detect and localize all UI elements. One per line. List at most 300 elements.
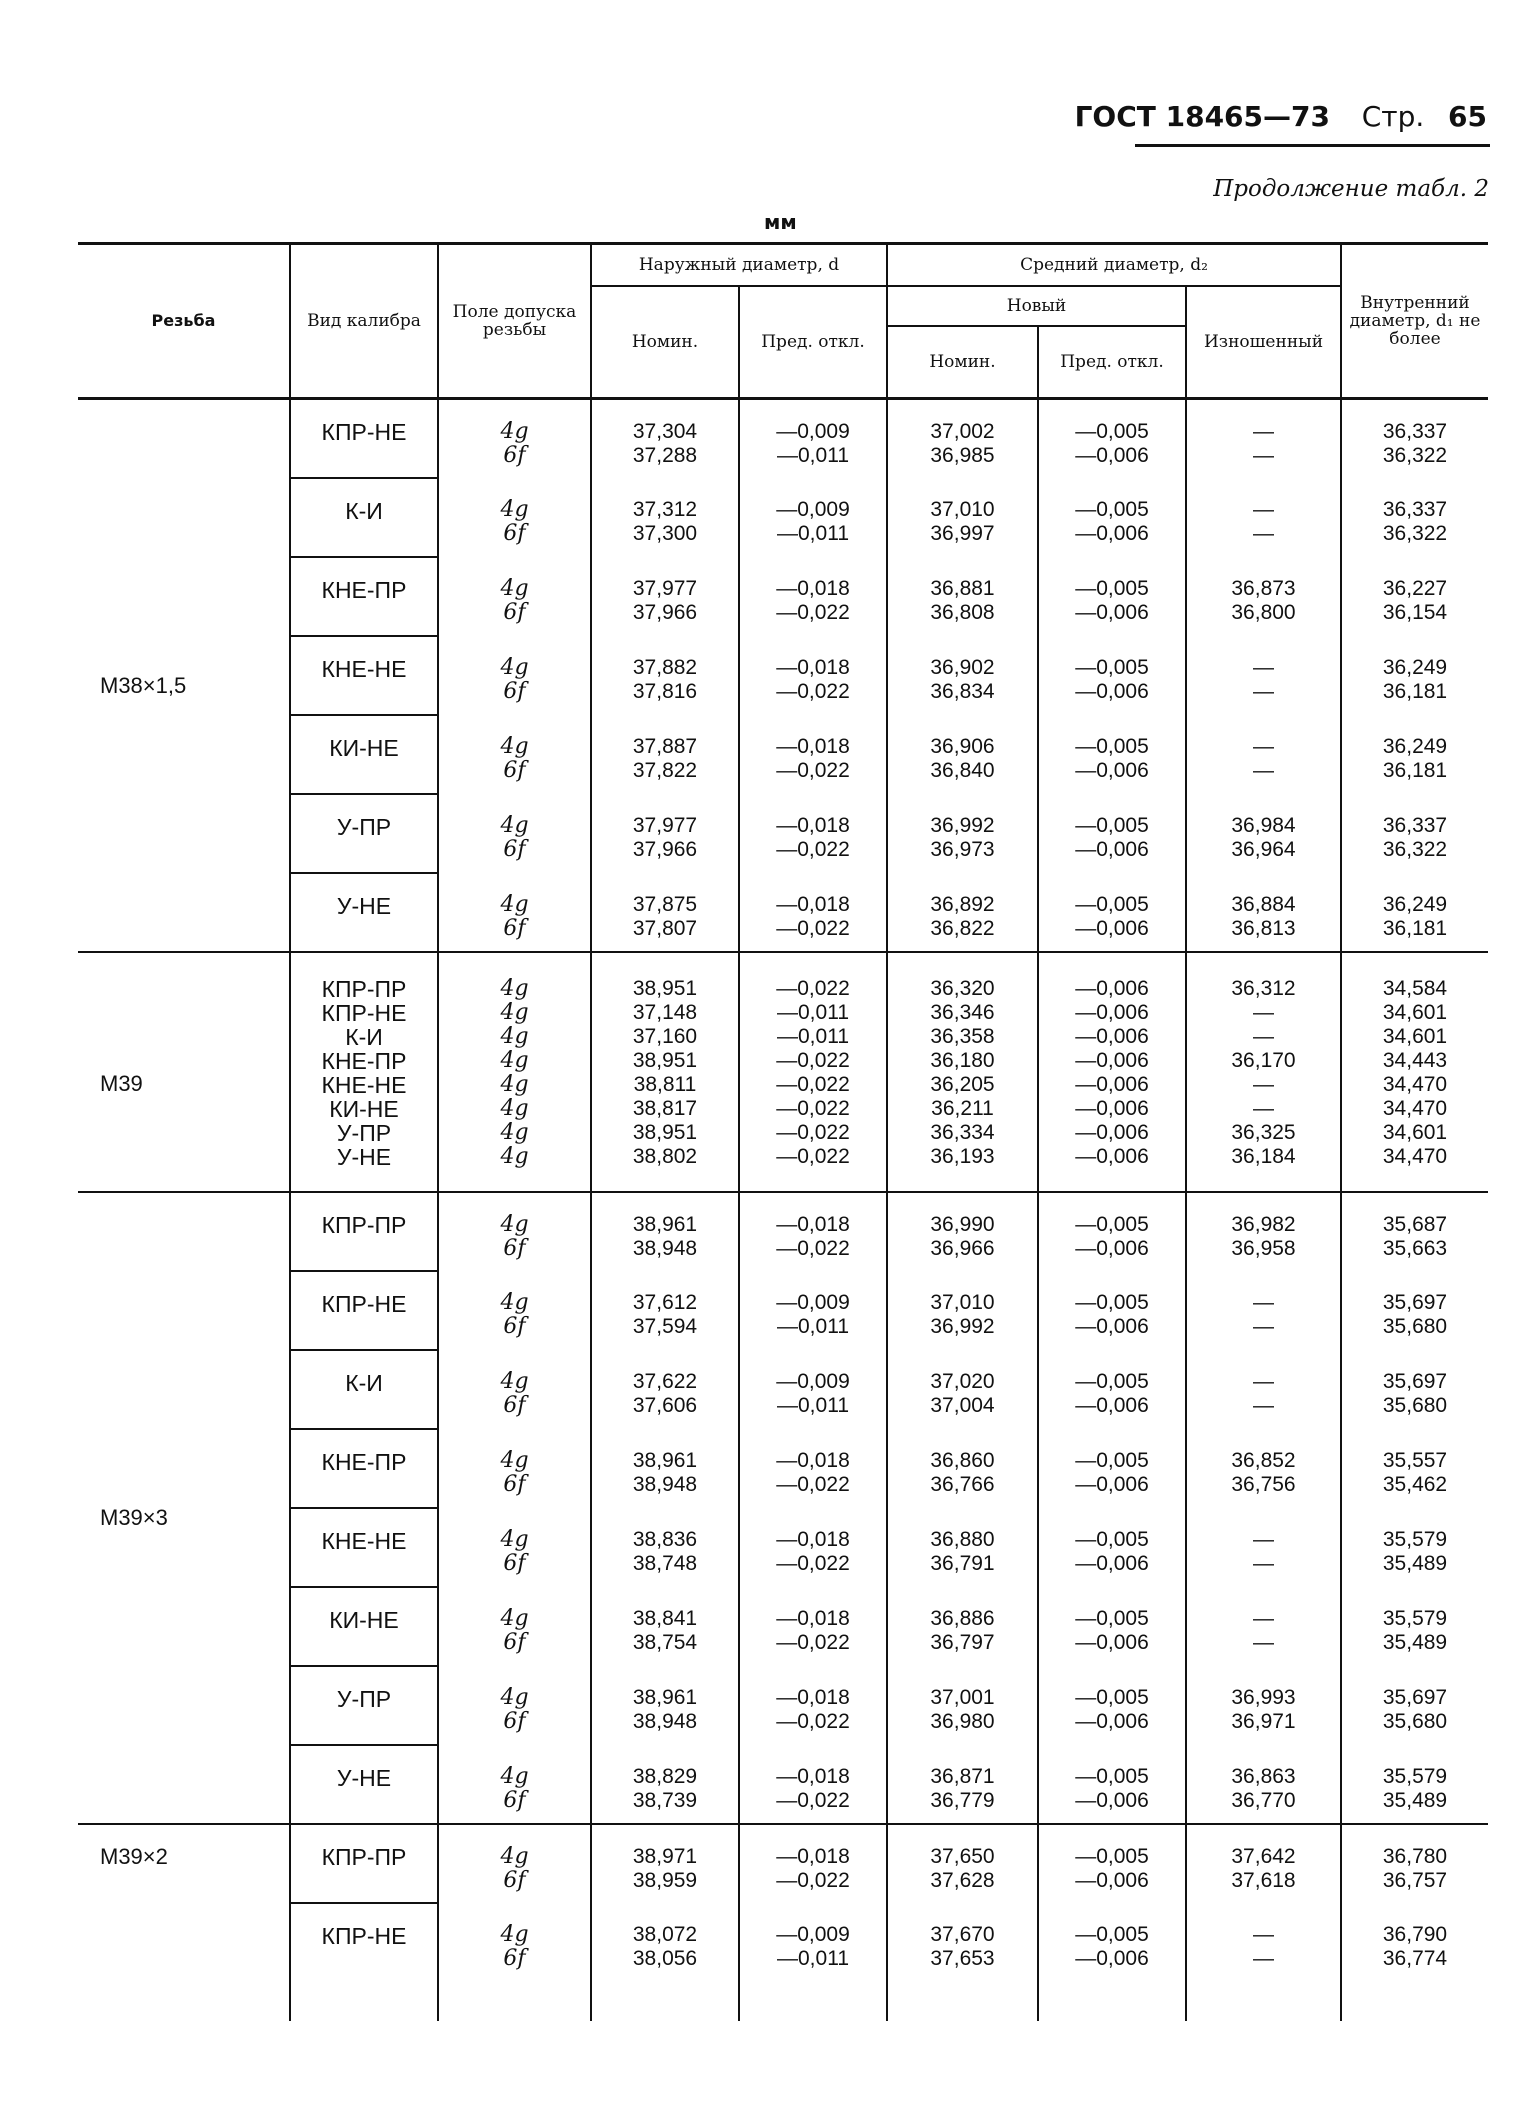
outer-nominal-cell: 38,951 (591, 1049, 739, 1073)
inner-diameter-value: 35,697 (1382, 1370, 1448, 1393)
table-row (78, 794, 1488, 873)
pitch-deviation-cell (1038, 1192, 1186, 1271)
pitch-deviation-value: —0,005 (1075, 1449, 1149, 1472)
tolerance-cell: 4g (438, 1121, 591, 1145)
inner-diameter-cell (1341, 715, 1488, 794)
tolerance-value: 6f (503, 1630, 526, 1655)
worn-value: — (1253, 1394, 1274, 1417)
inner-diameter-cell (1341, 1429, 1488, 1508)
pitch-deviation-value: —0,005 (1075, 1291, 1149, 1314)
outer-deviation-value: —0,011 (777, 1947, 849, 1970)
outer-deviation-cell (739, 557, 887, 636)
pitch-deviation-value: —0,006 (1075, 1394, 1149, 1417)
outer-nominal-cell (591, 1508, 739, 1587)
inner-diameter-cell: 34,470 (1341, 1145, 1488, 1192)
tolerance-value: 4g (500, 1922, 529, 1947)
tolerance-value: 4g (500, 1369, 529, 1394)
gauge-type-cell: К-И (290, 478, 438, 557)
table-row (78, 1903, 1488, 1981)
tolerance-cell (438, 1903, 591, 1981)
worn-value: — (1253, 522, 1274, 545)
outer-nominal-value: 38,959 (632, 1869, 698, 1892)
tolerance-cell (438, 1271, 591, 1350)
table-row (78, 1666, 1488, 1745)
outer-nominal-cell (591, 1903, 739, 1981)
pitch-nominal-value: 36,992 (930, 1315, 995, 1338)
tolerance-value: 4g (500, 1844, 529, 1869)
gauge-type-cell: КПР-НЕ (290, 1903, 438, 1981)
thread-designation: M39 (78, 952, 290, 1192)
table-row (78, 1271, 1488, 1350)
inner-diameter-value: 36,249 (1382, 893, 1448, 916)
tolerance-cell (438, 1350, 591, 1429)
gauge-type-cell: КНЕ-НЕ (290, 636, 438, 715)
inner-diameter-value: 35,687 (1382, 1213, 1448, 1236)
tolerance-value: 6f (503, 1236, 526, 1261)
outer-nominal-value: 37,594 (632, 1315, 698, 1338)
inner-diameter-value: 36,790 (1382, 1923, 1448, 1946)
pitch-deviation-value: —0,005 (1075, 1213, 1149, 1236)
pitch-deviation-value: —0,005 (1075, 1528, 1149, 1551)
empty-cell (78, 1981, 290, 2021)
pitch-deviation-cell: —0,006 (1038, 1145, 1186, 1192)
worn-value: — (1253, 680, 1274, 703)
page-label: Стр. (1361, 100, 1425, 133)
inner-diameter-cell (1341, 873, 1488, 952)
outer-nominal-cell: 37,148 (591, 1001, 739, 1025)
outer-deviation-value: —0,018 (776, 1213, 850, 1236)
page-number: 65 (1448, 100, 1487, 133)
gauge-type-cell: У-ПР (290, 1121, 438, 1145)
outer-deviation-value: —0,018 (776, 656, 850, 679)
outer-nominal-value: 38,948 (632, 1237, 698, 1260)
outer-nominal-value: 37,822 (632, 759, 698, 782)
pitch-nominal-value: 36,779 (930, 1789, 995, 1812)
units-label: мм (764, 210, 797, 234)
pitch-deviation-value: —0,006 (1075, 1237, 1149, 1260)
tolerance-value: 6f (503, 1551, 526, 1576)
outer-nominal-value: 37,807 (632, 917, 698, 940)
outer-deviation-value: —0,009 (776, 1923, 850, 1946)
pitch-deviation-value: —0,006 (1075, 759, 1149, 782)
table-row (78, 399, 1488, 479)
table-bottom-padding (78, 1981, 1488, 2021)
standard-number: ГОСТ 18465—73 (1074, 100, 1330, 133)
inner-diameter-value: 36,757 (1382, 1869, 1448, 1892)
tolerance-value: 4g (500, 1290, 529, 1315)
outer-deviation-value: —0,009 (776, 1291, 850, 1314)
outer-deviation-cell: —0,022 (739, 1049, 887, 1073)
outer-nominal-value: 38,836 (632, 1528, 698, 1551)
table-row (78, 1145, 1488, 1192)
tolerance-value: 4g (500, 576, 529, 601)
tolerance-cell (438, 1745, 591, 1824)
pitch-deviation-value: —0,006 (1075, 522, 1149, 545)
pitch-deviation-cell (1038, 1903, 1186, 1981)
gauge-dimensions-table (78, 242, 1488, 2021)
outer-deviation-cell (739, 715, 887, 794)
outer-nominal-value: 37,875 (632, 893, 698, 916)
worn-cell (1186, 399, 1341, 479)
worn-value: 36,971 (1231, 1710, 1296, 1733)
inner-diameter-cell: 34,601 (1341, 1121, 1488, 1145)
tolerance-value: 4g (500, 1527, 529, 1552)
outer-deviation-cell (739, 1350, 887, 1429)
pitch-deviation-cell: —0,006 (1038, 1073, 1186, 1097)
outer-nominal-cell (591, 873, 739, 952)
inner-diameter-cell (1341, 1192, 1488, 1271)
table-row (78, 1429, 1488, 1508)
inner-diameter-cell (1341, 794, 1488, 873)
outer-deviation-cell (739, 873, 887, 952)
pitch-deviation-value: —0,005 (1075, 735, 1149, 758)
pitch-deviation-cell (1038, 1824, 1186, 1903)
table-row (78, 715, 1488, 794)
tolerance-value: 4g (500, 1448, 529, 1473)
worn-cell (1186, 636, 1341, 715)
pitch-deviation-value: —0,006 (1075, 1710, 1149, 1733)
tolerance-cell (438, 873, 591, 952)
outer-deviation-value: —0,011 (777, 1315, 849, 1338)
outer-nominal-value: 38,948 (632, 1473, 698, 1496)
tolerance-cell (438, 478, 591, 557)
table-row (78, 873, 1488, 952)
table-row (78, 1073, 1488, 1097)
pitch-deviation-cell (1038, 1271, 1186, 1350)
outer-nominal-cell (591, 1745, 739, 1824)
outer-deviation-cell (739, 1745, 887, 1824)
worn-value: 36,982 (1231, 1213, 1296, 1236)
gauge-type-cell: КНЕ-ПР (290, 1429, 438, 1508)
tolerance-cell (438, 399, 591, 479)
table-row (78, 1508, 1488, 1587)
inner-diameter-value: 36,322 (1382, 522, 1448, 545)
tolerance-cell (438, 636, 591, 715)
inner-diameter-cell (1341, 478, 1488, 557)
inner-diameter-cell (1341, 557, 1488, 636)
tolerance-cell (438, 1429, 591, 1508)
worn-value: — (1253, 1315, 1274, 1338)
outer-deviation-value: —0,022 (776, 680, 850, 703)
table-row (78, 478, 1488, 557)
outer-nominal-cell (591, 557, 739, 636)
pitch-deviation-value: —0,005 (1075, 1923, 1149, 1946)
pitch-nominal-value: 36,973 (930, 838, 995, 861)
outer-nominal-value: 37,300 (632, 522, 698, 545)
gauge-type-cell: КНЕ-ПР (290, 1049, 438, 1073)
outer-nominal-value: 38,841 (632, 1607, 698, 1630)
pitch-deviation-value: —0,005 (1075, 498, 1149, 521)
outer-nominal-value: 37,977 (632, 814, 698, 837)
inner-diameter-value: 36,181 (1382, 680, 1448, 703)
outer-deviation-value: —0,009 (776, 420, 850, 443)
outer-nominal-cell (591, 794, 739, 873)
worn-cell: — (1186, 1097, 1341, 1121)
outer-nominal-value: 37,966 (632, 838, 698, 861)
outer-deviation-value: —0,018 (776, 1765, 850, 1788)
pitch-nominal-value: 36,881 (930, 577, 995, 600)
empty-cell (290, 1981, 438, 2021)
pitch-nominal-value: 37,004 (930, 1394, 995, 1417)
outer-nominal-cell (591, 1271, 739, 1350)
worn-value: 36,964 (1231, 838, 1296, 861)
worn-value: — (1253, 1923, 1274, 1946)
tolerance-value: 6f (503, 679, 526, 704)
inner-diameter-cell: 34,601 (1341, 1001, 1488, 1025)
pitch-deviation-value: —0,005 (1075, 1765, 1149, 1788)
outer-nominal-cell: 37,160 (591, 1025, 739, 1049)
gauge-type-cell: У-НЕ (290, 1745, 438, 1824)
tolerance-value: 4g (500, 1764, 529, 1789)
inner-diameter-value: 36,249 (1382, 735, 1448, 758)
pitch-nominal-cell (887, 1666, 1038, 1745)
col-outer-diameter: Наружный диаметр, d (591, 244, 887, 287)
pitch-deviation-value: —0,006 (1075, 601, 1149, 624)
outer-nominal-value: 37,977 (632, 577, 698, 600)
worn-cell: — (1186, 1001, 1341, 1025)
gauge-type-cell: КПР-НЕ (290, 1271, 438, 1350)
pitch-deviation-cell (1038, 1587, 1186, 1666)
inner-diameter-cell: 34,470 (1341, 1073, 1488, 1097)
outer-nominal-value: 38,961 (632, 1449, 698, 1472)
tolerance-value: 6f (503, 837, 526, 862)
pitch-nominal-value: 36,990 (930, 1213, 995, 1236)
pitch-nominal-cell (887, 1350, 1038, 1429)
pitch-nominal-cell: 36,320 (887, 952, 1038, 1001)
worn-value: — (1253, 1370, 1274, 1393)
pitch-deviation-cell (1038, 478, 1186, 557)
pitch-nominal-cell (887, 873, 1038, 952)
outer-nominal-value: 37,288 (632, 444, 698, 467)
pitch-deviation-cell (1038, 715, 1186, 794)
pitch-nominal-cell (887, 1429, 1038, 1508)
pitch-deviation-cell (1038, 636, 1186, 715)
worn-cell (1186, 715, 1341, 794)
outer-deviation-cell (739, 1824, 887, 1903)
worn-value: — (1253, 1291, 1274, 1314)
pitch-deviation-value: —0,005 (1075, 814, 1149, 837)
worn-cell (1186, 794, 1341, 873)
outer-deviation-value: —0,022 (776, 1631, 850, 1654)
pitch-deviation-value: —0,005 (1075, 656, 1149, 679)
pitch-deviation-cell: —0,006 (1038, 952, 1186, 1001)
pitch-nominal-cell (887, 557, 1038, 636)
gauge-type-cell: КНЕ-ПР (290, 557, 438, 636)
worn-cell (1186, 1192, 1341, 1271)
worn-value: 36,993 (1231, 1686, 1296, 1709)
inner-diameter-cell: 34,601 (1341, 1025, 1488, 1049)
pitch-nominal-value: 37,020 (930, 1370, 995, 1393)
outer-nominal-value: 37,622 (632, 1370, 698, 1393)
pitch-deviation-cell (1038, 1745, 1186, 1824)
outer-deviation-value: —0,018 (776, 1845, 850, 1868)
outer-deviation-value: —0,022 (776, 1552, 850, 1575)
pitch-deviation-value: —0,006 (1075, 1552, 1149, 1575)
pitch-deviation-cell: —0,006 (1038, 1025, 1186, 1049)
inner-diameter-cell (1341, 1271, 1488, 1350)
pitch-nominal-value: 36,840 (930, 759, 995, 782)
worn-value: — (1253, 1607, 1274, 1630)
table-row (78, 1192, 1488, 1271)
pitch-nominal-value: 36,980 (930, 1710, 995, 1733)
tolerance-cell (438, 1824, 591, 1903)
empty-cell (1341, 1981, 1488, 2021)
pitch-deviation-value: —0,006 (1075, 917, 1149, 940)
col-worn: Изношенный (1186, 286, 1341, 399)
tolerance-value: 4g (500, 419, 529, 444)
pitch-deviation-value: —0,006 (1075, 838, 1149, 861)
pitch-nominal-value: 36,992 (930, 814, 995, 837)
pitch-nominal-cell: 36,180 (887, 1049, 1038, 1073)
gauge-type-cell: КНЕ-НЕ (290, 1073, 438, 1097)
pitch-deviation-cell (1038, 1666, 1186, 1745)
gauge-type-cell: У-НЕ (290, 873, 438, 952)
tolerance-cell (438, 1192, 591, 1271)
gauge-type-cell: К-И (290, 1350, 438, 1429)
outer-deviation-value: —0,018 (776, 1607, 850, 1630)
outer-nominal-value: 38,056 (632, 1947, 698, 1970)
pitch-deviation-value: —0,006 (1075, 1473, 1149, 1496)
outer-deviation-cell: —0,022 (739, 1121, 887, 1145)
outer-deviation-cell (739, 1903, 887, 1981)
inner-diameter-value: 36,337 (1382, 420, 1448, 443)
col-gauge: Вид калибра (290, 244, 438, 399)
pitch-nominal-cell: 36,205 (887, 1073, 1038, 1097)
pitch-deviation-cell: —0,006 (1038, 1001, 1186, 1025)
pitch-deviation-cell (1038, 794, 1186, 873)
worn-value: 36,884 (1231, 893, 1296, 916)
outer-nominal-value: 38,829 (632, 1765, 698, 1788)
table-row (78, 1745, 1488, 1824)
worn-value: 36,958 (1231, 1237, 1296, 1260)
pitch-nominal-value: 37,001 (930, 1686, 995, 1709)
outer-deviation-value: —0,011 (777, 522, 849, 545)
worn-cell: 36,312 (1186, 952, 1341, 1001)
pitch-nominal-cell (887, 1271, 1038, 1350)
inner-diameter-value: 36,337 (1382, 498, 1448, 521)
gauge-type-cell: КПР-ПР (290, 952, 438, 1001)
outer-deviation-cell: —0,022 (739, 952, 887, 1001)
worn-value: — (1253, 656, 1274, 679)
pitch-nominal-value: 36,822 (930, 917, 995, 940)
worn-cell: 36,170 (1186, 1049, 1341, 1073)
pitch-nominal-value: 36,892 (930, 893, 995, 916)
pitch-deviation-value: —0,005 (1075, 1845, 1149, 1868)
worn-cell (1186, 1745, 1341, 1824)
outer-deviation-value: —0,022 (776, 1473, 850, 1496)
col-tolerance: Поле допуска резьбы (438, 244, 591, 399)
empty-cell (591, 1981, 739, 2021)
inner-diameter-cell (1341, 1745, 1488, 1824)
pitch-nominal-value: 37,670 (930, 1923, 995, 1946)
outer-nominal-cell (591, 399, 739, 479)
tolerance-cell: 4g (438, 1097, 591, 1121)
inner-diameter-cell (1341, 1587, 1488, 1666)
outer-deviation-cell: —0,022 (739, 1097, 887, 1121)
inner-diameter-cell (1341, 399, 1488, 479)
outer-nominal-value: 37,312 (632, 498, 698, 521)
page-header (1075, 100, 1487, 133)
pitch-deviation-value: —0,006 (1075, 1315, 1149, 1338)
pitch-nominal-cell (887, 636, 1038, 715)
outer-nominal-value: 37,882 (632, 656, 698, 679)
outer-deviation-value: —0,022 (776, 1237, 850, 1260)
outer-nominal-cell (591, 1192, 739, 1271)
outer-nominal-cell (591, 1666, 739, 1745)
worn-value: 36,770 (1231, 1789, 1296, 1812)
worn-value: 36,813 (1231, 917, 1296, 940)
empty-cell (1186, 1981, 1341, 2021)
tolerance-cell: 4g (438, 1073, 591, 1097)
inner-diameter-value: 35,680 (1382, 1315, 1448, 1338)
worn-value: — (1253, 735, 1274, 758)
pitch-nominal-cell (887, 399, 1038, 479)
worn-cell (1186, 557, 1341, 636)
outer-deviation-value: —0,018 (776, 735, 850, 758)
worn-cell (1186, 1429, 1341, 1508)
table-row (78, 1097, 1488, 1121)
tolerance-cell: 4g (438, 952, 591, 1001)
inner-diameter-cell (1341, 636, 1488, 715)
outer-nominal-value: 38,754 (632, 1631, 698, 1654)
tolerance-cell (438, 557, 591, 636)
worn-cell (1186, 1350, 1341, 1429)
inner-diameter-cell (1341, 1350, 1488, 1429)
inner-diameter-value: 36,227 (1382, 577, 1448, 600)
pitch-deviation-cell: —0,006 (1038, 1097, 1186, 1121)
outer-nominal-cell (591, 1587, 739, 1666)
worn-value: — (1253, 420, 1274, 443)
inner-diameter-cell: 34,443 (1341, 1049, 1488, 1073)
table-row (78, 1350, 1488, 1429)
tolerance-value: 6f (503, 1946, 526, 1971)
pitch-nominal-value: 36,860 (930, 1449, 995, 1472)
inner-diameter-value: 35,462 (1382, 1473, 1448, 1496)
inner-diameter-value: 36,780 (1382, 1845, 1448, 1868)
gauge-type-cell: У-НЕ (290, 1145, 438, 1192)
empty-cell (438, 1981, 591, 2021)
outer-deviation-value: —0,018 (776, 577, 850, 600)
col-pitch-diameter: Средний диаметр, d₂ (887, 244, 1341, 287)
pitch-deviation-value: —0,006 (1075, 1631, 1149, 1654)
inner-diameter-value: 35,680 (1382, 1394, 1448, 1417)
pitch-deviation-cell (1038, 873, 1186, 952)
outer-deviation-value: —0,022 (776, 838, 850, 861)
outer-deviation-value: —0,011 (777, 1394, 849, 1417)
pitch-nominal-cell (887, 1508, 1038, 1587)
tolerance-value: 4g (500, 497, 529, 522)
inner-diameter-value: 35,489 (1382, 1552, 1448, 1575)
outer-nominal-value: 38,971 (632, 1845, 698, 1868)
outer-deviation-cell (739, 1271, 887, 1350)
worn-value: 36,873 (1231, 577, 1296, 600)
pitch-nominal-value: 36,886 (930, 1607, 995, 1630)
outer-deviation-value: —0,011 (777, 444, 849, 467)
inner-diameter-value: 36,322 (1382, 444, 1448, 467)
tolerance-cell: 4g (438, 1025, 591, 1049)
outer-deviation-value: —0,022 (776, 601, 850, 624)
pitch-deviation-value: —0,006 (1075, 1789, 1149, 1812)
inner-diameter-value: 35,557 (1382, 1449, 1448, 1472)
inner-diameter-value: 35,697 (1382, 1686, 1448, 1709)
tolerance-cell (438, 1666, 591, 1745)
outer-nominal-value: 37,606 (632, 1394, 698, 1417)
outer-nominal-cell (591, 715, 739, 794)
tolerance-value: 6f (503, 443, 526, 468)
outer-deviation-value: —0,022 (776, 1869, 850, 1892)
table-row (78, 636, 1488, 715)
pitch-nominal-value: 36,791 (930, 1552, 995, 1575)
